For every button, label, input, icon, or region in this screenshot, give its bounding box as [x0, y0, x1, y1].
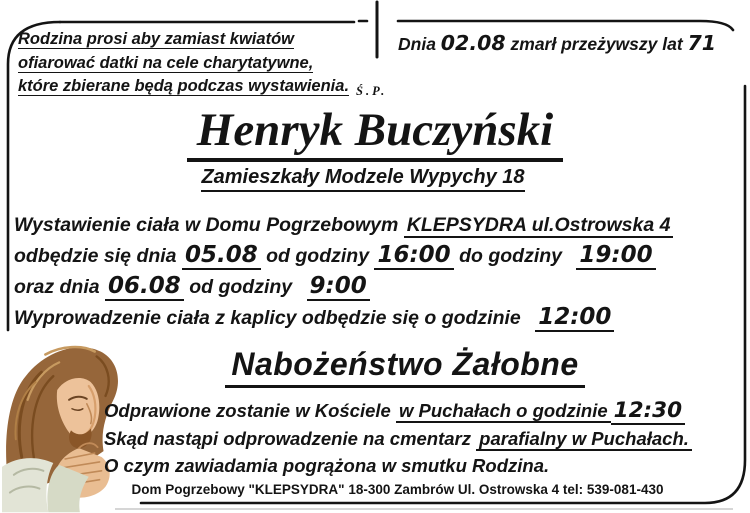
cross-icon — [368, 0, 386, 60]
service-heading-row — [60, 346, 750, 388]
service-line-3: O czym zawiadamia pogrążona w smutku Rodzina. — [104, 455, 550, 476]
flowers-note-line: ofiarować datki na cele charytatywne, — [18, 53, 314, 72]
procession-time: 12:00 — [535, 304, 614, 332]
death-date: 02.08 — [440, 31, 506, 55]
wake-time-from: 16:00 — [374, 242, 453, 270]
residence-line: Zamieszkały Modzele Wypychy 18 — [201, 166, 524, 192]
wake-date-1: 05.08 — [182, 242, 261, 270]
death-date-line: Dnia 02.08 zmarł przeżywszy lat 71 — [398, 31, 717, 55]
service-info — [104, 397, 692, 480]
funeral-home-footer-row — [45, 481, 750, 499]
wake-time-2: 9:00 — [307, 273, 370, 301]
flowers-note — [18, 28, 349, 99]
wake-line-1: Wystawienie ciała w Domu Pogrzebowym KLEPSYDRA ul.Ostrowska 4 — [14, 210, 673, 240]
wake-line-4: Wyprowadzenie ciała z kaplicy odbędzie się o godzinie 12:00 — [14, 302, 673, 333]
deceased-name-row — [0, 104, 750, 162]
wake-info — [14, 210, 673, 333]
flowers-note-line: Rodzina prosi aby zamiast kwiatów — [18, 30, 294, 48]
wake-date-2: 06.08 — [105, 273, 184, 301]
funeral-home-address: KLEPSYDRA ul.Ostrowska 4 — [404, 214, 674, 238]
service-time: 12:30 — [611, 398, 685, 425]
service-line-1: Odprawione zostanie w Kościele w Puchałach o godzinie 12:30 — [104, 397, 692, 425]
sp-abbreviation: Ś.P. — [356, 84, 388, 98]
residence-row — [0, 166, 726, 192]
service-heading: Nabożeństwo Żałobne — [225, 346, 584, 388]
funeral-home-footer: Dom Pogrzebowy "KLEPSYDRA" 18-300 Zambrów Ul. Ostrowska 4 tel: 539-081-430 — [131, 482, 664, 497]
service-line-2: Skąd nastąpi odprowadzenie na cmentarz parafialny w Puchałach. — [104, 425, 692, 453]
wake-time-to: 19:00 — [576, 242, 655, 270]
flowers-note-line: które zbierane będą podczas wystawienia. — [18, 77, 350, 95]
wake-line-2: odbędzie się dnia 05.08 od godziny 16:00 do godziny 19:00 — [14, 240, 673, 271]
service-place: w Puchałach o godzinie — [396, 400, 611, 423]
cemetery-name: parafialny w Puchałach. — [476, 428, 692, 451]
deceased-name: Henryk Buczyński — [187, 104, 563, 162]
deceased-age: 71 — [687, 31, 717, 55]
wake-line-3: oraz dnia 06.08 od godziny 9:00 — [14, 271, 673, 302]
